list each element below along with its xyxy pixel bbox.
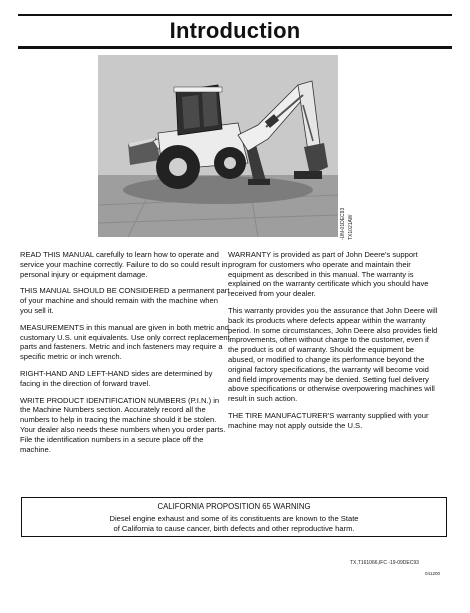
paragraph-pin: WRITE PRODUCT IDENTIFICATION NUMBERS (P.I.N.) in the Machine Numbers section. Accurately record all the numbers to help in tracing the machine should it be stolen. Your dealer also needs these numbers when you order parts. File the identification numbers in a secure place off the machine. — [20, 395, 226, 454]
prop65-warning-box — [21, 497, 447, 537]
left-column — [20, 250, 230, 461]
right-column — [228, 250, 438, 438]
figure-code — [340, 140, 354, 240]
figure-code-2: TX1021AW — [348, 214, 354, 240]
backhoe-loader-photo — [98, 55, 338, 237]
warning-title: CALIFORNIA PROPOSITION 65 WARNING — [157, 502, 311, 511]
figure-code-1: -UN-01DEC93 — [340, 207, 346, 240]
paragraph-read-manual: READ THIS MANUAL carefully to learn how to operate and service your machine correctly. Failure to do so could result in personal injury or equipment damage. — [20, 250, 228, 279]
warning-line-2: of California to cause cancer, birth defects and other reproductive harm. — [113, 523, 355, 533]
footer-code: TX,T161066,IFC -19-09DEC93 — [350, 560, 419, 566]
paragraph-tire-warranty: THE TIRE MANUFACTURER'S warranty supplied with your machine may not apply outside the U.S. — [228, 410, 429, 430]
footer-code-2: 041200 — [425, 571, 441, 576]
title-bar — [18, 14, 452, 49]
paragraph-warranty-assurance: This warranty provides you the assurance that John Deere will back its products where defects appear within the warranty period. In some circumstances, John Deere also provides field improvements, often without charge to the customer, even if the product is out of warranty. Should the equipment be abused, or modified to change its performance beyond the original factory specifications, the warranty will become void and field improvements may be denied. Setting fuel delivery above specifications or otherwise overpowering machines will result in such action. — [228, 305, 438, 404]
paragraph-measurements: MEASUREMENTS in this manual are given in both metric and customary U.S. unit equivalents. Use only correct replacement parts and fasteners. Metric and inch fasteners may require a specific metric or inch wrench. — [20, 322, 230, 362]
paragraph-sides: RIGHT-HAND AND LEFT-HAND sides are determined by facing in the direction of forward travel. — [20, 368, 213, 388]
paragraph-manual-part: THIS MANUAL SHOULD BE CONSIDERED a permanent part of your machine and should remain with the machine when you sell it. — [20, 286, 230, 315]
backhoe-illustration — [98, 55, 338, 237]
page-title: Introduction — [169, 18, 301, 43]
paragraph-warranty: WARRANTY is provided as part of John Deere's support program for customers who operate and maintain their equipment as described in this manual. The warranty is explained on the warranty certificate which you should have received from your dealer. — [228, 250, 429, 299]
warning-line-1: Diesel engine exhaust and some of its constituents are known to the State — [109, 513, 359, 523]
